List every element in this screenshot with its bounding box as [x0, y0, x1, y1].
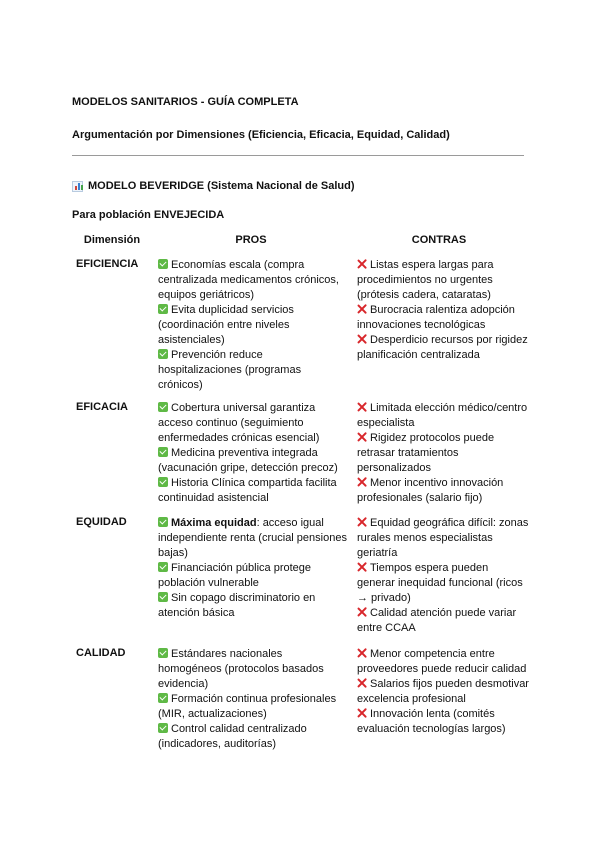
contra-item	[357, 333, 529, 363]
check-icon	[158, 693, 168, 703]
pro-text: Sin copago discriminatorio en atención básica	[158, 592, 316, 619]
check-icon	[158, 259, 168, 269]
pro-item	[158, 401, 348, 446]
pro-item	[158, 692, 348, 722]
contra-item	[357, 431, 529, 476]
row-dimension: CALIDAD	[76, 647, 126, 659]
pro-item	[158, 591, 348, 621]
cross-icon	[357, 334, 367, 344]
pro-text: Economías escala (compra centralizada medicamentos crónicos, equipos geriátricos)	[158, 259, 339, 301]
row-dimension: EQUIDAD	[76, 516, 127, 528]
pros-cell	[158, 516, 348, 621]
check-icon	[158, 592, 168, 602]
contra-item	[357, 258, 529, 303]
contra-item	[357, 677, 529, 707]
cross-icon	[357, 517, 367, 527]
cross-icon	[357, 304, 367, 314]
pro-item	[158, 446, 348, 476]
column-header-dimension: Dimensión	[83, 234, 141, 246]
horizontal-divider	[72, 155, 524, 156]
contra-item	[357, 707, 529, 737]
pro-text: Financiación pública protege población vulnerable	[158, 562, 312, 589]
contra-item	[357, 606, 529, 636]
section-title: MODELO BEVERIDGE (Sistema Nacional de Salud)	[88, 180, 355, 192]
population-heading: Para población ENVEJECIDA	[72, 209, 225, 221]
pros-cell	[158, 647, 348, 752]
pro-text: Prevención reduce hospitalizaciones (programas crónicos)	[158, 349, 302, 391]
contra-text: Calidad atención puede variar entre CCAA	[357, 607, 517, 634]
check-icon	[158, 304, 168, 314]
contra-text: Listas espera largas para procedimientos no urgentes (prótesis cadera, cataratas)	[357, 259, 494, 301]
pro-text: Cobertura universal garantiza acceso continuo (seguimiento enfermedades crónicas esencial)	[158, 402, 320, 444]
contra-text: Innovación lenta (comités evaluación tecnologías largos)	[357, 708, 506, 735]
pro-text: Evita duplicidad servicios (coordinación entre niveles asistenciales)	[158, 304, 294, 346]
check-icon	[158, 562, 168, 572]
cross-icon	[357, 678, 367, 688]
contra-item	[357, 561, 529, 606]
pro-item	[158, 722, 348, 752]
column-header-contras: CONTRAS	[411, 234, 467, 246]
contras-cell	[357, 647, 529, 737]
document-title: MODELOS SANITARIOS - GUÍA COMPLETA	[72, 96, 299, 108]
contra-text: Menor incentivo innovación profesionales (salario fijo)	[357, 477, 504, 504]
cross-icon	[357, 607, 367, 617]
pro-item	[158, 258, 348, 303]
check-icon	[158, 447, 168, 457]
pros-cell	[158, 258, 348, 393]
bar-chart-icon	[72, 181, 83, 192]
check-icon	[158, 723, 168, 733]
pro-text: Historia Clínica compartida facilita continuidad asistencial	[158, 477, 337, 504]
check-icon	[158, 517, 168, 527]
contra-text: Rigidez protocolos puede retrasar tratamientos personalizados	[357, 432, 495, 474]
pro-item	[158, 647, 348, 692]
section-heading	[72, 180, 355, 192]
pro-text: Control calidad centralizado (indicadores, auditorías)	[158, 723, 307, 750]
check-icon	[158, 648, 168, 658]
contras-cell	[357, 401, 529, 506]
row-dimension: EFICACIA	[76, 401, 128, 413]
pro-text: : acceso igual independiente renta (crucial pensiones bajas)	[158, 517, 347, 559]
pro-item	[158, 348, 348, 393]
pro-text: Estándares nacionales homogéneos (protocolos basados evidencia)	[158, 648, 324, 690]
contra-text: Desperdicio recursos por rigidez planificación centralizada	[357, 334, 528, 361]
pro-highlight: Máxima equidad	[171, 517, 257, 529]
contra-item	[357, 401, 529, 431]
pro-text: Formación continua profesionales (MIR, actualizaciones)	[158, 693, 337, 720]
contra-item	[357, 303, 529, 333]
contra-text: Equidad geográfica difícil: zonas rurales menos especialistas geriatría	[357, 517, 529, 559]
contra-text: Limitada elección médico/centro especialista	[357, 402, 528, 429]
row-dimension: EFICIENCIA	[76, 258, 139, 270]
document-subtitle: Argumentación por Dimensiones (Eficiencia, Eficacia, Equidad, Calidad)	[72, 129, 450, 141]
check-icon	[158, 402, 168, 412]
cross-icon	[357, 432, 367, 442]
column-header-pros: PROS	[235, 234, 267, 246]
contra-text: Menor competencia entre proveedores puede reducir calidad	[357, 648, 527, 675]
contra-item	[357, 516, 529, 561]
check-icon	[158, 349, 168, 359]
contras-cell	[357, 258, 529, 363]
check-icon	[158, 477, 168, 487]
cross-icon	[357, 477, 367, 487]
cross-icon	[357, 708, 367, 718]
contra-item	[357, 647, 529, 677]
contras-cell	[357, 516, 529, 636]
contra-text: Tiempos espera pueden generar inequidad funcional (ricos → privado)	[357, 562, 523, 604]
pro-text: Medicina preventiva integrada (vacunación gripe, detección precoz)	[158, 447, 338, 474]
contra-text: Salarios fijos pueden desmotivar excelencia profesional	[357, 678, 529, 705]
pros-cell	[158, 401, 348, 506]
cross-icon	[357, 402, 367, 412]
pro-item	[158, 561, 348, 591]
pro-item	[158, 303, 348, 348]
cross-icon	[357, 259, 367, 269]
pro-item	[158, 476, 348, 506]
contra-text: Burocracia ralentiza adopción innovaciones tecnológicas	[357, 304, 515, 331]
cross-icon	[357, 648, 367, 658]
pro-item	[158, 516, 348, 561]
cross-icon	[357, 562, 367, 572]
contra-item	[357, 476, 529, 506]
